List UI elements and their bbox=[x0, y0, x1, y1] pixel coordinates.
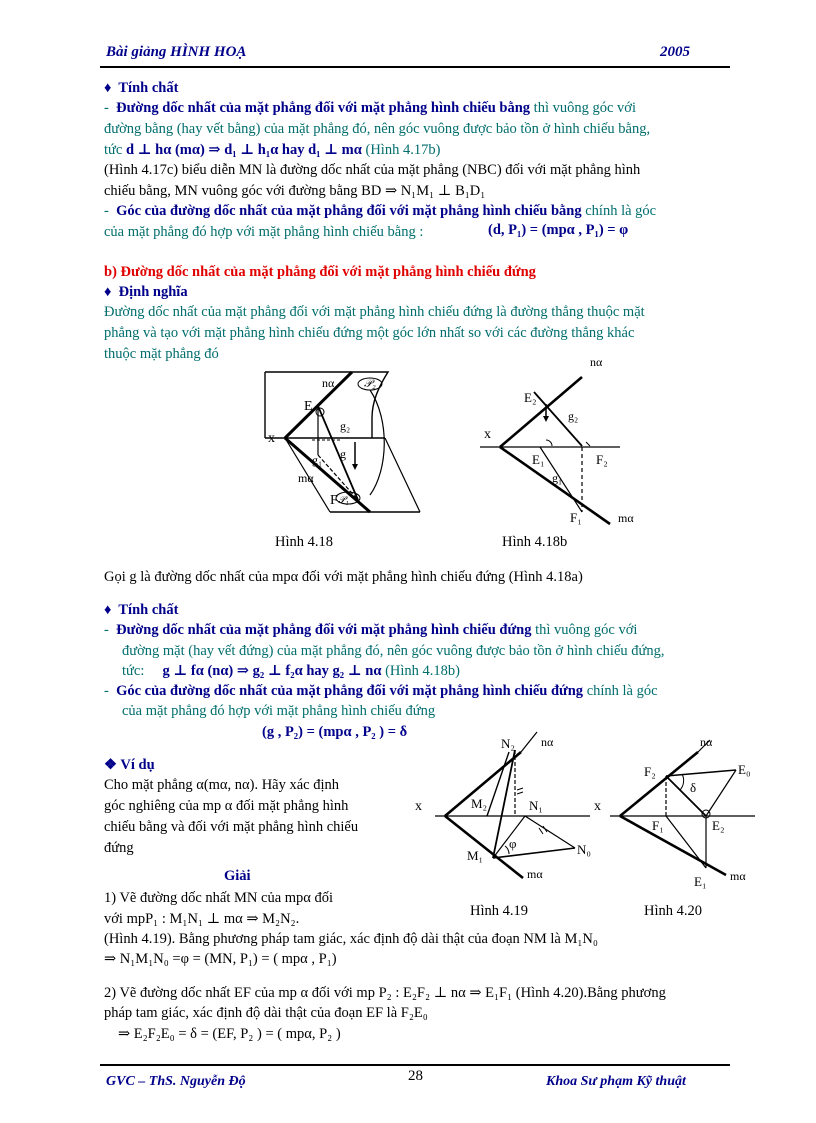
f418b-n-alpha: nα bbox=[590, 355, 603, 369]
f419-n2: N₂ bbox=[501, 736, 515, 751]
footer-rule bbox=[100, 1064, 730, 1066]
f420-f2: F₂ bbox=[644, 764, 656, 779]
solution-line5: 2) Vẽ đường dốc nhất EF của mp α đối với mp P₂ : E₂F₂ ⊥ nα ⇒ E₁F₁ (Hình 4.20).Bằng phương bbox=[104, 985, 666, 1001]
example-line3: chiếu bằng và đối với mặt phẳng hình chiếu bbox=[104, 819, 359, 835]
example-line2: góc nghiêng của mp α đối mặt phẳng hình bbox=[104, 798, 349, 814]
f418-p1: 𝒫₁ bbox=[338, 495, 349, 506]
s1-line6: - Góc của đường dốc nhất của mặt phẳng đối với mặt phẳng hình chiếu bằng chính là góc bbox=[104, 203, 657, 219]
f418b-g1: g₁ bbox=[552, 471, 563, 485]
header-rule bbox=[100, 66, 730, 68]
header-title: Bài giảng HÌNH HOẠ bbox=[106, 44, 247, 60]
page-number: 28 bbox=[408, 1068, 423, 1084]
f418-g1: g₁ bbox=[312, 453, 323, 467]
f418-e: E bbox=[304, 399, 313, 414]
f420-f1: F₁ bbox=[652, 818, 664, 833]
s1-line5: chiếu bằng, MN vuông góc với đường bằng BD ⇒ N₁M₁ ⊥ B₁D₁ bbox=[104, 183, 486, 199]
s3-intro: Gọi g là đường dốc nhất của mpα đối với mặt phẳng hình chiếu đứng (Hình 4.18a) bbox=[104, 569, 583, 585]
figure-4-19 bbox=[405, 730, 595, 895]
s3-line1: - Đường dốc nhất của mặt phẳng đối với mặt phẳng hình chiếu đứng thì vuông góc với bbox=[104, 622, 638, 638]
figure-4-18 bbox=[260, 360, 430, 520]
solution-line3: (Hình 4.19). Bằng phương pháp tam giác, xác định độ dài thật của đoạn NM là M₁N₀ bbox=[104, 931, 598, 947]
figure-4-20 bbox=[590, 730, 765, 895]
f419-n1: N₁ bbox=[529, 798, 543, 813]
s1-line1: - Đường dốc nhất của mặt phẳng đối với mặt phẳng hình chiếu bằng thì vuông góc với bbox=[104, 100, 636, 116]
s1-line7: của mặt phẳng đó hợp với mặt phẳng hình chiếu bằng : bbox=[104, 224, 424, 240]
def-line3: thuộc mặt phẳng đó bbox=[104, 346, 219, 362]
s3-line4: - Góc của đường dốc nhất của mặt phẳng đối với mặt phẳng hình chiếu đứng chính là góc bbox=[104, 683, 658, 699]
f419-m2: M₂ bbox=[471, 796, 488, 811]
example-title: ❖ Ví dụ bbox=[104, 757, 155, 773]
f419-x: x bbox=[415, 799, 422, 814]
f418-n-alpha: nα bbox=[322, 376, 335, 390]
f418b-g2: g₂ bbox=[568, 409, 579, 423]
solution-line4: ⇒ N₁M₁N₀ =φ = (MN, P₁) = ( mpα , P₁) bbox=[104, 951, 337, 967]
f419-m-alpha: mα bbox=[527, 867, 543, 881]
caption-4-18b: Hình 4.18b bbox=[502, 534, 568, 550]
solution-title: Giải bbox=[224, 868, 251, 884]
f418b-x: x bbox=[484, 427, 491, 442]
f419-n-alpha: nα bbox=[541, 735, 554, 749]
f418b-m-alpha: mα bbox=[618, 511, 634, 525]
solution-line1: 1) Vẽ đường dốc nhất MN của mpα đối bbox=[104, 890, 334, 906]
s1-line3: tức d ⊥ hα (mα) ⇒ d₁ ⊥ h₁α hay d₁ ⊥ mα (Hình 4.17b) bbox=[104, 142, 441, 158]
s3-line3: tức: g ⊥ fα (nα) ⇒ g₂ ⊥ f₂α hay g₂ ⊥ nα (Hình 4.18b) bbox=[122, 663, 460, 679]
header-year: 2005 bbox=[660, 44, 690, 60]
f418-f: F bbox=[330, 493, 338, 508]
f418-x: x bbox=[268, 431, 275, 446]
bullet-dinh-nghia: ♦ Định nghĩa bbox=[104, 284, 188, 300]
caption-4-19: Hình 4.19 bbox=[470, 903, 528, 919]
s3-formula: (g , P₂) = (mpα , P₂ ) = δ bbox=[262, 724, 408, 740]
solution-line7: ⇒ E₂F₂E₀ = δ = (EF, P₂ ) = ( mpα, P₂ ) bbox=[118, 1026, 341, 1042]
section-b-heading: b) Đường dốc nhất của mặt phẳng đối với mặt phẳng hình chiếu đứng bbox=[104, 264, 536, 280]
example-line1: Cho mặt phẳng α(mα, nα). Hãy xác định bbox=[104, 777, 340, 793]
caption-4-20: Hình 4.20 bbox=[644, 903, 702, 919]
f419-phi: φ bbox=[509, 836, 517, 851]
f420-delta: δ bbox=[690, 780, 697, 795]
bullet-tinh-chat-1: ♦ Tính chất bbox=[104, 80, 179, 96]
f420-e0: E₀ bbox=[738, 762, 751, 777]
f418-m-alpha: mα bbox=[298, 471, 314, 485]
f419-m1: M₁ bbox=[467, 848, 484, 863]
footer-author: GVC – ThS. Nguyễn Độ bbox=[106, 1074, 246, 1089]
s1-line2: đường bằng (hay vết bằng) của mặt phẳng đó, nên góc vuông được bảo tồn ở hình chiếu bằng, bbox=[104, 121, 651, 137]
s1-formula: (d, P₁) = (mpα , P₁) = φ bbox=[488, 222, 629, 238]
bullet-tinh-chat-2: ♦ Tính chất bbox=[104, 602, 179, 618]
f420-e1: E₁ bbox=[694, 874, 707, 889]
solution-line2: với mpP₁ : M₁N₁ ⊥ mα ⇒ M₂N₂. bbox=[104, 911, 300, 927]
s1-line4: (Hình 4.17c) biểu diễn MN là đường dốc nhất của mặt phẳng (NBC) đối với mặt phẳng hình bbox=[104, 162, 641, 178]
footer-department: Khoa Sư phạm Kỹ thuật bbox=[546, 1074, 686, 1089]
s3-line2: đường mặt (hay vết đứng) của mặt phẳng đó, nên góc vuông được bảo tồn ở hình chiếu đứng, bbox=[122, 643, 665, 659]
def-line1: Đường dốc nhất của mặt phẳng đối với mặt phẳng hình chiếu đứng là đường thẳng thuộc mặt bbox=[104, 304, 645, 320]
caption-4-18: Hình 4.18 bbox=[275, 534, 333, 550]
f418b-e1: E₁ bbox=[532, 452, 545, 467]
f418-p2: 𝒫₂ bbox=[364, 378, 376, 390]
f420-m-alpha: mα bbox=[730, 869, 746, 883]
def-line2: phẳng và tạo với mặt phẳng hình chiếu đứng một góc lớn nhất so với các đường thẳng khác bbox=[104, 325, 635, 341]
f418-g2: g₂ bbox=[340, 419, 351, 433]
example-line4: đứng bbox=[104, 840, 134, 856]
f418b-f2: F₂ bbox=[596, 452, 608, 467]
solution-line6: pháp tam giác, xác định độ dài thật của đoạn EF là F₂E₀ bbox=[104, 1005, 428, 1021]
f418-g: g bbox=[340, 447, 346, 461]
f419-n0: N₀ bbox=[577, 842, 591, 857]
f420-e2: E₂ bbox=[712, 818, 725, 833]
figure-4-18b bbox=[470, 352, 670, 532]
s3-line5: của mặt phẳng đó hợp với mặt phẳng hình chiếu đứng bbox=[122, 703, 436, 719]
f418b-e2: E₂ bbox=[524, 390, 537, 405]
f420-n-alpha: nα bbox=[700, 735, 713, 749]
f418b-f1: F₁ bbox=[570, 510, 582, 525]
f420-x: x bbox=[594, 799, 601, 814]
